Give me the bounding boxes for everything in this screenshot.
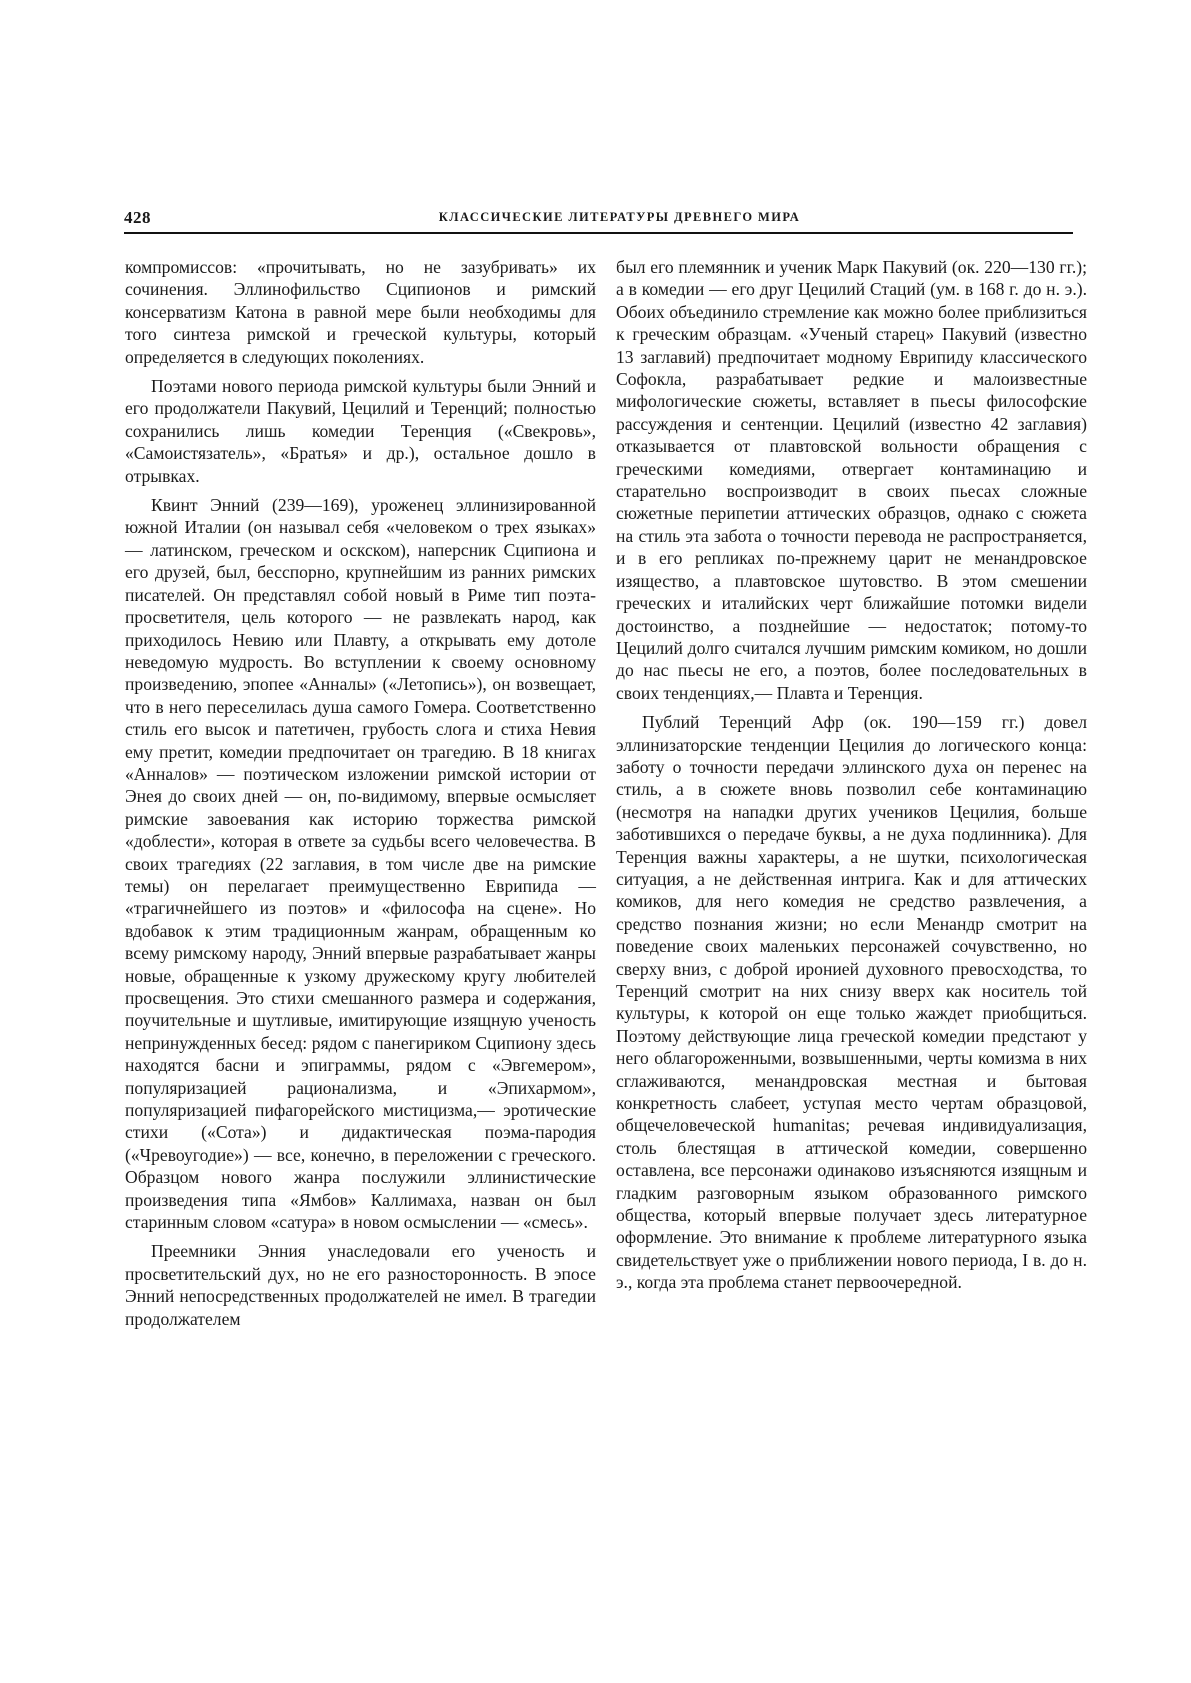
header-rule <box>124 232 1073 234</box>
paragraph: Публий Теренций Афр (ок. 190—159 гг.) довел эллинизаторские тенденции Цецилия до логического конца: заботу о точности передачи эллинского духа он перенес на стиль, а в сюжете вновь позволил себе контаминацию (несмотря на нападки других учеников Цецилия, больше заботившихся о передаче буквы, а не духа подлинника). Для Теренция важны характеры, а не шутки, психологическая ситуация, а не действенная интрига. Как и для аттических комиков, для него комедия не средство развлечения, а средство познания жизни; но если Менандр смотрит на поведение своих маленьких персонажей сочувственно, но сверху вниз, с доброй иронией духовного превосходства, то Теренций смотрит на них снизу вверх как носитель той культуры, к которой он еще только жаждет приобщиться. Поэтому действующие лица греческой комедии предстают у него облагороженными, возвышенными, черты комизма в них сглаживаются, менандровская местная и бытовая конкретность слабеет, уступая место чертам образцовой, общечеловеческой humanitas; речевая индивидуализация, столь блестящая в аттической комедии, совершенно оставлена, все персонажи одинаково изъясняются изящным и гладким разговорным языком образованного римского общества, который впервые получает здесь литературное оформление. Это внимание к проблеме литературного языка свидетельствует уже о приближении нового периода, I в. до н. э., когда эта проблема станет первоочередной. <box>616 712 1087 1293</box>
paragraph: Преемники Энния унаследовали его ученость и просветительский дух, но не его разносторонность. В эпосе Энний непосредственных продолжателей не имел. В трагедии продолжателем <box>125 1241 596 1329</box>
paragraph: Поэтами нового периода римской культуры были Энний и его продолжатели Пакувий, Цецилий и Теренций; полностью сохранились лишь комедии Теренция («Свекровь», «Самоистязатель», «Братья» и др.), остальное дошло в отрывках. <box>125 376 596 486</box>
paragraph: компромиссов: «прочитывать, но не зазубривать» их сочинения. Эллинофильство Сципионов и римский консерватизм Катона в равной мере были необходимы для того синтеза римской и греческой культуры, который определяется в следующих поколениях. <box>125 257 596 367</box>
paragraph: Квинт Энний (239—169), уроженец эллинизированной южной Италии (он называл себя «человеком о трех языках» — латинском, греческом и оскском), наперсник Сципиона и его друзей, был, бесспорно, крупнейшим из ранних римских писателей. Он представлял собой новый в Риме тип поэта-просветителя, цель которого — не развлекать народ, как приходилось Невию или Плавту, а открывать ему дотоле неведомую мудрость. Во вступлении к своему основному произведению, эпопее «Анналы» («Летопись»), он возвещает, что в него переселилась душа самого Гомера. Соответственно стиль его высок и патетичен, грубость слога и стиха Невия ему претит, комедии предпочитает он трагедию. В 18 книгах «Анналов» — поэтическом изложении римской истории от Энея до своих дней — он, по-видимому, впервые осмысляет римские завоевания как историю торжества римской «доблести», которая в ответе за судьбы всего человечества. В своих трагедиях (22 заглавия, в том числе две на римские темы) он перелагает преимущественно Еврипида — «трагичнейшего из поэтов» и «философа на сцене». Но вдобавок к этим традиционным жанрам, обращенным ко всему римскому народу, Энний впервые разрабатывает жанры новые, обращенные к узкому дружескому кругу любителей просвещения. Это стихи смешанного размера и содержания, поучительные и шутливые, имитирующие изящную ученость непринужденных бесед: рядом с панегириком Сципиону здесь находятся басни и эпиграммы, рядом с «Эвгемером», популяризацией рационализма, и «Эпихармом», популяризацией пифагорейского мистицизма,— эротические стихи («Сота») и дидактическая поэма-пародия («Чревоугодие») — все, конечно, в переложении с греческого. Образцом нового жанра послужили эллинистические произведения типа «Ямбов» Каллимаха, назван он был старинным словом «сатура» в новом осмыслении — «смесь». <box>125 495 596 1233</box>
left-column <box>125 256 596 1330</box>
running-title: КЛАССИЧЕСКИЕ ЛИТЕРАТУРЫ ДРЕВНЕГО МИРА <box>438 210 801 224</box>
right-column <box>616 256 1087 1294</box>
paragraph: был его племянник и ученик Марк Пакувий (ок. 220—130 гг.); а в комедии — его друг Цецилий Стаций (ум. в 168 г. до н. э.). Обоих объединило стремление как можно более приблизиться к греческим образцам. «Ученый старец» Пакувий (известно 13 заглавий) предпочитает модному Еврипиду классического Софокла, разрабатывает редкие и малоизвестные мифологические сюжеты, вставляет в пьесы философские рассуждения и сентенции. Цецилий (известно 42 заглавия) отказывается от плавтовской вольности обращения с греческими комедиями, отвергает контаминацию и старательно воспроизводит в своих пьесах сложные сюжетные перипетии аттических образцов, однако с сюжета на стиль эта забота о точности перевода не распространяется, и в его репликах по-прежнему царит не менандровское изящество, а плавтовское шутовство. В этом смешении греческих и италийских черт ближайшие потомки видели достоинство, а позднейшие — недостаток; потому-то Цецилий долго считался лучшим римским комиком, но дошли до нас пьесы не его, а поэтов, более последовательных в своих тенденциях,— Плавта и Теренция. <box>616 257 1087 703</box>
page-number: 428 <box>124 208 151 227</box>
page-header <box>124 208 1073 234</box>
